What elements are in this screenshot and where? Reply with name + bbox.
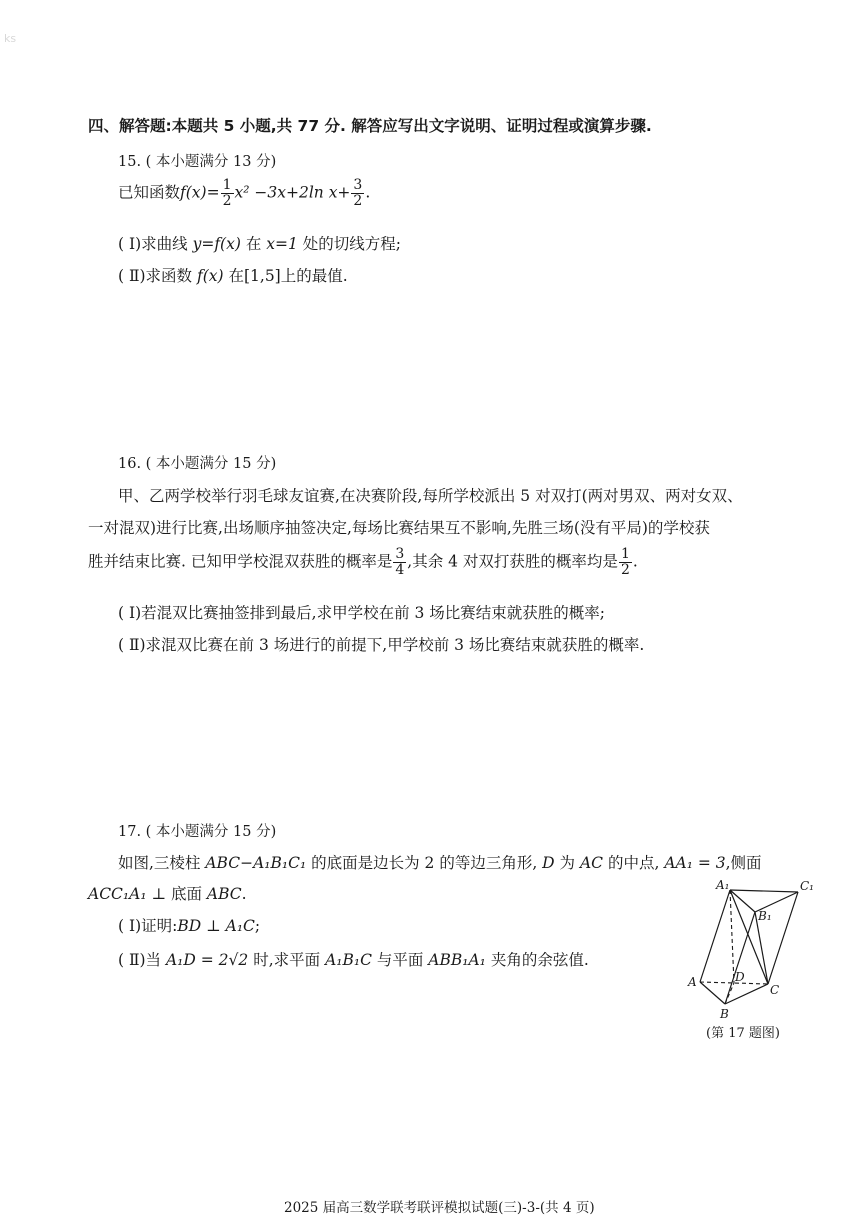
problem-17-line1: 如图,三棱柱 ABC−A₁B₁C₁ 的底面是边长为 2 的等边三角形, D 为 AC 的中点, AA₁ = 3,侧面: [118, 854, 762, 872]
problem-16-line1: 甲、乙两学校举行羽毛球友谊赛,在决赛阶段,每所学校派出 5 对双打(两对男双、两对女双、: [118, 487, 743, 505]
label-c: C: [770, 983, 780, 997]
problem-16-line2: 一对混双)进行比赛,出场顺序抽签决定,每场比赛结果互不影响,先胜三场(没有平局)的学校获: [88, 519, 710, 537]
problem-17-line2: ACC₁A₁ ⊥ 底面 ABC.: [88, 885, 247, 903]
problem-15-q2: ( Ⅱ)求函数 f(x) 在[1,5]上的最值.: [118, 267, 348, 285]
label-b: B: [720, 1007, 729, 1021]
label-b1: B₁: [758, 909, 772, 923]
edge-a1-b1: [730, 890, 755, 912]
edge-b-b1: [725, 912, 755, 1004]
section-header: 四、解答题:本题共 5 小题,共 77 分. 解答应写出文字说明、证明过程或演算步骤.: [88, 117, 652, 135]
corner-mark: ks: [4, 32, 17, 45]
edge-a1-c1: [730, 890, 798, 892]
label-a: A: [688, 975, 697, 989]
edge-c-c1: [768, 892, 798, 984]
problem-16-q2: ( Ⅱ)求混双比赛在前 3 场进行的前提下,甲学校前 3 场比赛结束就获胜的概率.: [118, 636, 645, 654]
label-d: D: [735, 970, 745, 984]
label-c1: C₁: [800, 879, 814, 893]
page-footer: 2025 届高三数学联考联评模拟试题(三)-3-(共 4 页): [284, 1200, 595, 1216]
problem-17-q2: ( Ⅱ)当 A₁D = 2√2 时,求平面 A₁B₁C 与平面 ABB₁A₁ 夹角的余弦值.: [118, 951, 589, 969]
problem-16-q1: ( Ⅰ)若混双比赛抽签排到最后,求甲学校在前 3 场比赛结束就获胜的概率;: [118, 604, 606, 622]
problem-15-header: 15. ( 本小题满分 13 分): [118, 154, 277, 170]
edge-a-b: [700, 982, 725, 1004]
problem-17-q1: ( Ⅰ)证明:BD ⊥ A₁C;: [118, 917, 261, 935]
edge-b-c: [725, 984, 768, 1004]
label-a1: A₁: [716, 878, 730, 892]
edge-a-a1: [700, 890, 730, 982]
problem-16-line3: 胜并结束比赛. 已知甲学校混双获胜的概率是 $\frac{3}{4}$ ,其余 4 对双打获胜的概率均是 $\frac{1}{2}$ .: [88, 546, 638, 578]
fraction-3-2: $\frac{3}{2}$: [353, 177, 363, 209]
problem-17-header: 17. ( 本小题满分 15 分): [118, 824, 277, 840]
problem-15-q1: ( Ⅰ)求曲线 y=f(x) 在 x=1 处的切线方程;: [118, 235, 402, 253]
prism-figure: [680, 876, 830, 1026]
problem-15-stem: 已知函数f(x)= $\frac{1}{2}$ x² −3x+2ln x+ $\frac{3}{2}$ .: [118, 177, 371, 209]
problem-16-header: 16. ( 本小题满分 15 分): [118, 456, 277, 472]
segment-a1-d-hidden: [730, 890, 734, 983]
fraction-3-4: $\frac{3}{4}$: [395, 546, 405, 578]
figure-caption: (第 17 题图): [706, 1026, 780, 1041]
fraction-1-2: $\frac{1}{2}$: [620, 546, 630, 578]
fraction-1-2: $\frac{1}{2}$: [222, 177, 232, 209]
